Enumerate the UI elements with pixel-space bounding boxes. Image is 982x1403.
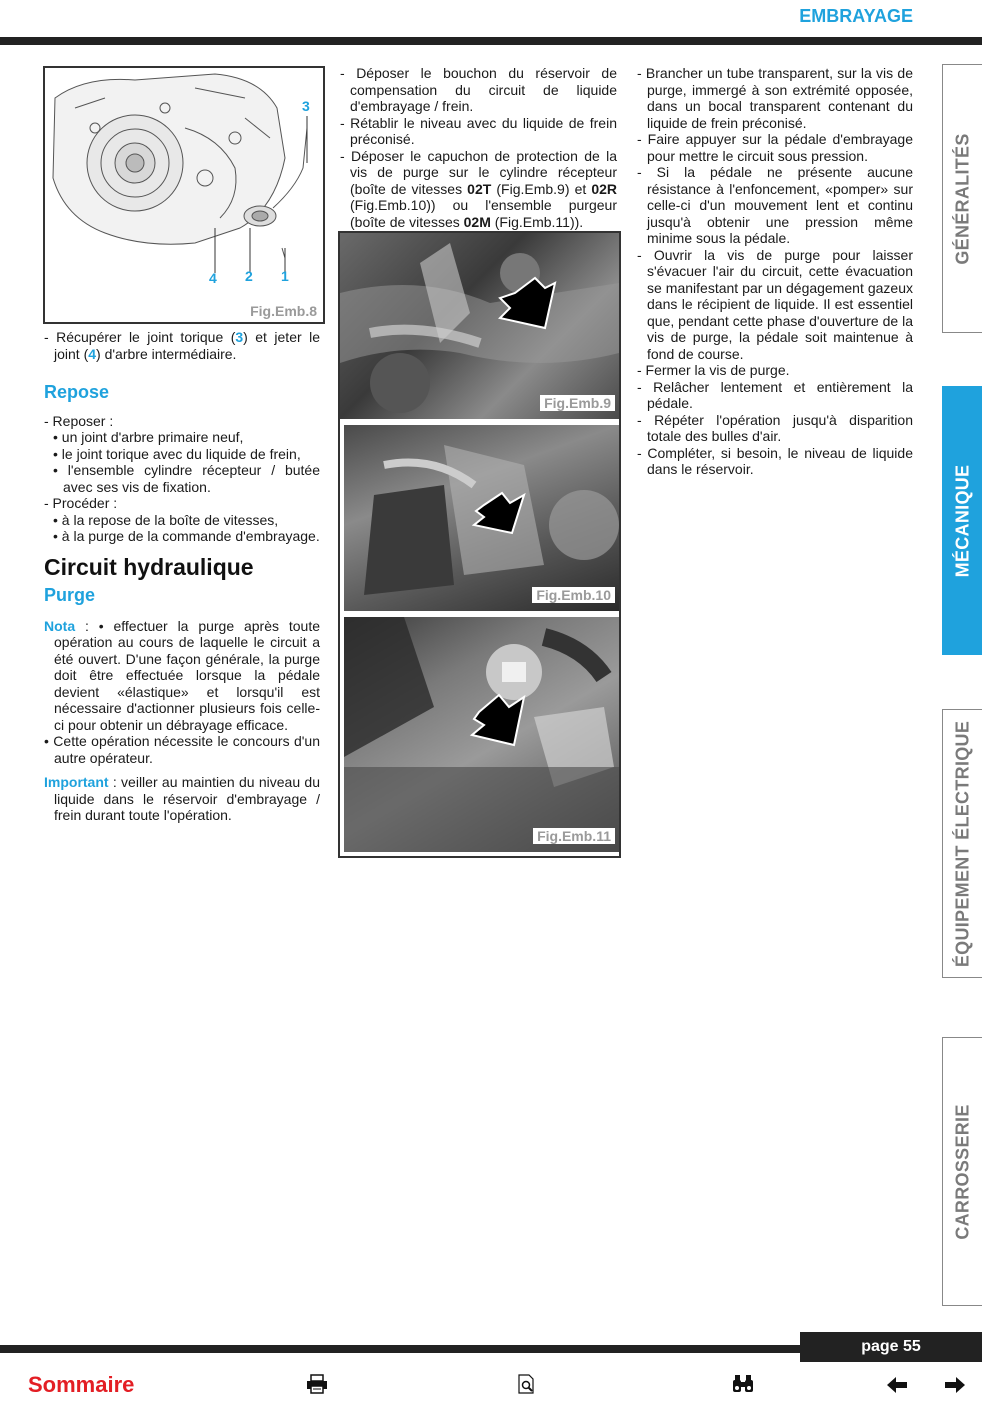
page-number: page 55 <box>800 1332 982 1362</box>
circuit-heading: Circuit hydraulique <box>44 553 254 580</box>
list-item: - Fermer la vis de purge. <box>637 362 790 378</box>
list-item: - Relâcher lentement et entièrement la pédale. <box>637 378 913 411</box>
list-item: • Cette opération nécessite le concours d'un autre opérateur. <box>44 733 320 766</box>
sommaire-link[interactable]: Sommaire <box>28 1372 135 1397</box>
figure-emb-9 <box>340 233 619 419</box>
list-item: • un joint d'arbre primaire neuf, <box>53 429 244 445</box>
column-3 <box>637 65 913 478</box>
purge-heading: Purge <box>44 585 96 605</box>
list-item: - Ouvrir la vis de purge pour laisser s'évacuer l'air du circuit, cette évacuation se manifestant par un dégagement gazeux dans le récipient de liquide. Il est essentiel que, pendant cette phase d'ouverture de la vis de purge, la pédale soit maintenue à fond de course. <box>637 246 913 362</box>
photo-9-detail <box>340 233 619 419</box>
list-item: - Brancher un tube transparent, sur la vis de purge, immergé à son extrémité opposée, dans un bocal transparent contenant du liquide de frein préconisé. <box>637 65 913 131</box>
figure-emb-11 <box>344 617 619 852</box>
list-item: - Compléter, si besoin, le niveau de liquide dans le réservoir. <box>637 444 913 477</box>
figure-caption: Fig.Emb.8 <box>246 303 321 319</box>
tab-label: CARROSSERIE <box>952 1103 973 1240</box>
list-item: - Rétablir le niveau avec du liquide de frein préconisé. <box>340 114 617 147</box>
repose-heading: Repose <box>44 382 110 402</box>
list-item: • l'ensemble cylindre récepteur / butée avec ses vis de fixation. <box>53 462 320 495</box>
printer-icon[interactable] <box>306 1374 328 1400</box>
proceder-text: - Procéder : <box>44 495 118 511</box>
list-item: • à la purge de la commande d'embrayage. <box>53 528 320 544</box>
tab-mecanique[interactable] <box>942 386 982 655</box>
arrow-right-icon[interactable] <box>944 1374 966 1400</box>
figure-emb-8 <box>43 66 325 324</box>
figure-caption: Fig.Emb.11 <box>533 828 615 844</box>
figure-emb-10 <box>344 425 619 611</box>
tab-label: GÉNÉRALITÉS <box>952 132 973 265</box>
list-item: - Répéter l'opération jusqu'à disparition totale des bulles d'air. <box>637 411 913 444</box>
list-item: - Déposer le bouchon du réservoir de compensation du circuit de liquide d'embrayage / frein. <box>340 65 617 114</box>
tab-label: ÉQUIPEMENT ÉLECTRIQUE <box>952 720 973 967</box>
column-1 <box>44 329 320 824</box>
list-item: - Si la pédale ne présente aucune résistance à l'enfoncement, «pomper» sur celle-ci d'un mouvement lent et continu jusqu'à obtenir une pression même minime sous la pédale. <box>637 164 913 246</box>
nota-text: Nota : • effectuer la purge après toute opération au cours de laquelle le circuit a été ouvert. D'une façon générale, la purge doit être effectuée lorsque la pédale devient «élastique» et lorsqu'il est nécessaire d'actionner plusieurs fois celle-ci pour obtenir un débrayage efficace. <box>44 617 320 733</box>
list-item: - Faire appuyer sur la pédale d'embrayage pour mettre le circuit sous pression. <box>637 131 913 164</box>
callout-4: 4 <box>209 270 217 286</box>
recuperer-joint-text: - Récupérer le joint torique (3) et jeter le joint (4) d'arbre intermédiaire. <box>44 329 320 362</box>
arrow-left-icon[interactable] <box>886 1374 908 1400</box>
photo-10-detail <box>344 425 619 611</box>
important-text: Important : veiller au maintien du niveau du liquide dans le réservoir d'embrayage / frein durant toute l'opération. <box>44 774 320 823</box>
column-2 <box>340 65 617 230</box>
section-title: EMBRAYAGE <box>799 6 913 26</box>
reposer-text: - Reposer : <box>44 412 114 429</box>
list-item: • à la repose de la boîte de vitesses, <box>53 511 279 528</box>
callout-3: 3 <box>302 98 310 114</box>
photo-11-detail <box>344 617 619 852</box>
tab-equipement-electrique[interactable] <box>942 709 982 978</box>
callout-2: 2 <box>245 268 253 284</box>
figure-caption: Fig.Emb.10 <box>532 587 615 603</box>
search-document-icon[interactable] <box>518 1374 536 1400</box>
tab-carrosserie[interactable] <box>942 1037 982 1306</box>
figure-caption: Fig.Emb.9 <box>540 395 615 411</box>
tab-generalites[interactable] <box>942 64 982 333</box>
photo-group <box>338 231 621 858</box>
binoculars-icon[interactable] <box>731 1374 755 1400</box>
list-item: - Déposer le capuchon de protection de la vis de purge sur le cylindre récepteur (boîte de vitesses 02T (Fig.Emb.9) et 02R (Fig.Emb.10)) ou l'ensemble purgeur (boîte de vitesses 02M (Fig.Emb.11)). <box>340 147 618 230</box>
callout-1: 1 <box>281 268 289 284</box>
list-item: • le joint torique avec du liquide de frein, <box>53 445 301 462</box>
header-bar <box>0 37 982 45</box>
tab-label: MÉCANIQUE <box>952 464 973 577</box>
